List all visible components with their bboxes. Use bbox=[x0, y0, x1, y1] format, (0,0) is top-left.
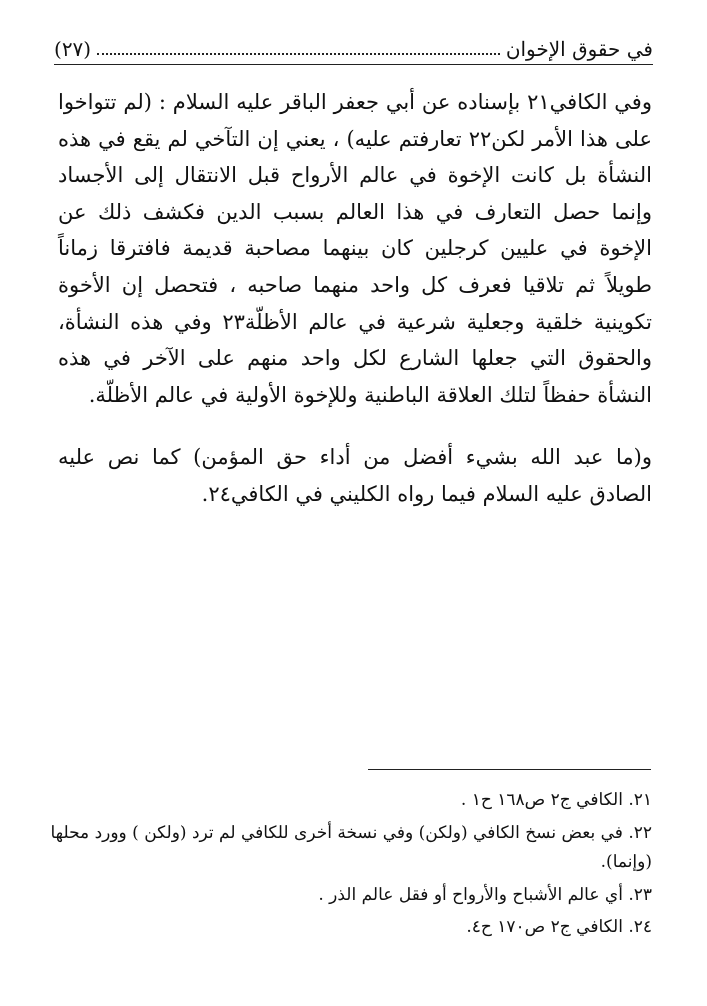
footnote-rule bbox=[368, 769, 651, 770]
footnote-23: ٢٣. أي عالم الأشباح والأرواح أو فقل عالم الذر . bbox=[318, 884, 652, 905]
header-rule bbox=[54, 64, 653, 65]
main-text bbox=[58, 84, 652, 513]
header-title: في حقوق الإخوان bbox=[505, 37, 653, 61]
paragraph-1: وفي الكافي٢١ بإسناده عن أبي جعفر الباقر عليه السلام : (لم تتواخوا على هذا الأمر لكن٢٢ تعارفتم عليه) ، يعني إن التآخي لم يقع في هذه النشأة بل كانت الإخوة في عالم الأرواح قبل الانتقال إلى الأجساد وإنما حصل التعارف في هذا العالم بسبب الدين فكشف ذلك عن الإخوة في عليين كرجلين كان بينهما مصاحبة قديمة فافترقا زماناً طويلاً ثم تلاقيا فعرف كل واحد منهما صاحبه ، فتحصل إن الأخوة تكوينية خلقية وجعلية شرعية في عالم الأظلّة٢٣ وفي هذه النشأة، والحقوق التي جعلها الشارع لكل واحد منهم على الآخر في هذه النشأة حفظاً لتلك العلاقة الباطنية وللإخوة الأولية في عالم الأظلّة. bbox=[58, 90, 652, 407]
running-header bbox=[54, 32, 653, 62]
paragraph-2: و(ما عبد الله بشيء أفضل من أداء حق المؤمن) كما نص عليه الصادق عليه السلام فيما رواه الكليني في الكافي٢٤. bbox=[58, 445, 652, 506]
footnote-21: ٢١. الكافي ج٢ ص١٦٨ ح١ . bbox=[460, 790, 652, 810]
footnote-22: ٢٢. في بعض نسخ الكافي (ولكن) وفي نسخة أخرى للكافي لم ترد (ولكن ) وورد محلها (وإنما). bbox=[50, 822, 652, 872]
header-dot-leader bbox=[97, 51, 500, 55]
footnote-24: ٢٤. الكافي ج٢ ص١٧٠ ح٤. bbox=[466, 917, 652, 937]
page-number: (٢٧) bbox=[54, 37, 92, 61]
footnotes bbox=[40, 786, 652, 946]
